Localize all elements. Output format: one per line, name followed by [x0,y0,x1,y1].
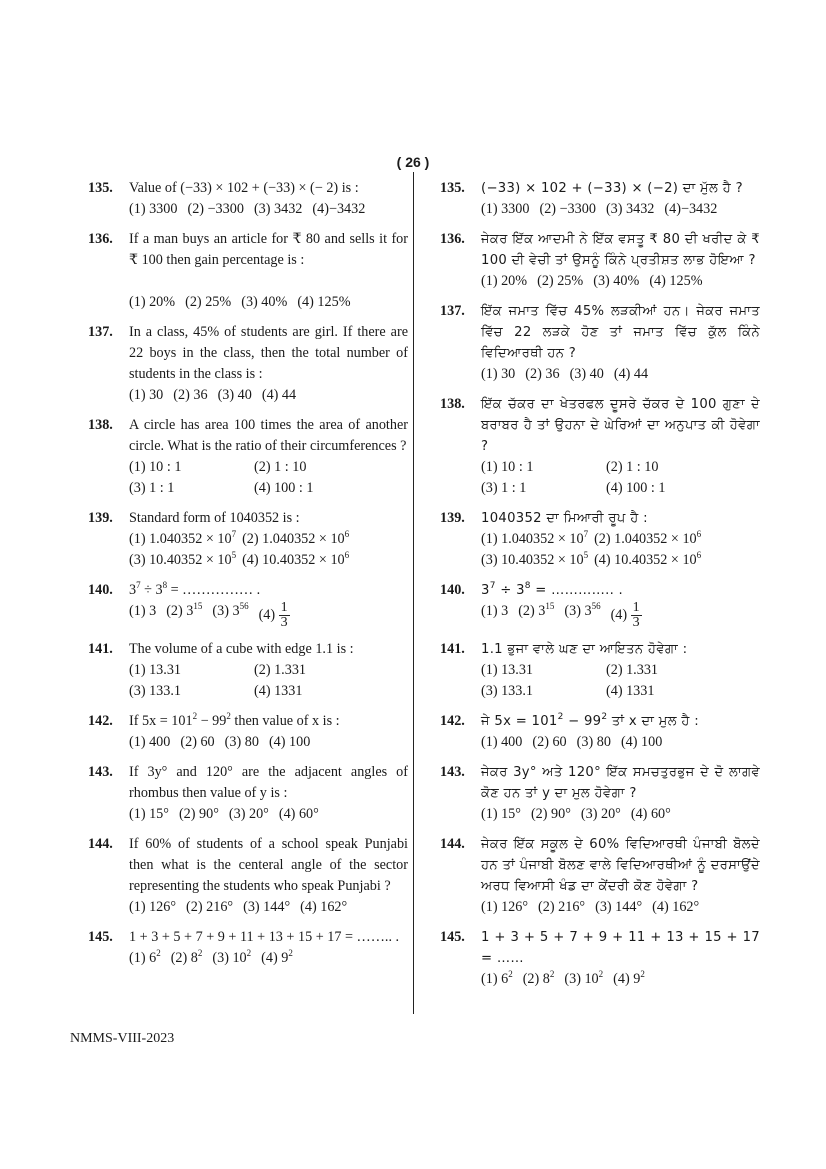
option-4[interactable]: (4) 60° [630,806,671,822]
question-stem: ਜੇਕਰ ਇੱਕ ਸਕੂਲ ਦੇ 60% ਵਿਦਿਆਰਥੀ ਪੰਜਾਬੀ ਬੋਲਦੇ ਹਨ ਤਾਂ ਪੰਜਾਬੀ ਬੋਲਣ ਵਾਲੇ ਵਿਦਿਆਰਥੀਆਂ ਨੂੰ ਦਰਸਾਉਂਦੇ ਅਰਧ ਵਿਆਸੀ ਖੰਡ ਦਾ ਕੇਂਦਰੀ ਕੋਣ ਹੋਵੇਗਾ ? [481,837,760,894]
punjabi-column [440,178,760,999]
option-3[interactable]: (3) 144° [243,899,291,915]
option-2[interactable]: (2) 25% [185,294,232,310]
option-1[interactable]: (1) $1.040352 \times 10^7$ [129,529,237,547]
option-4[interactable]: (4) $9^2$ [261,948,293,966]
option-4[interactable]: (4) 162° [652,899,700,915]
option-4[interactable]: (4) 100 [268,734,311,750]
question-number: 136. [440,231,465,247]
options-list [481,271,760,292]
question-145 [88,927,408,969]
option-1[interactable]: (1) 15° [481,806,521,822]
question-number: 135. [88,180,113,196]
option-4[interactable]: (4) 100 : 1 [254,480,314,496]
option-4[interactable]: (4) 44 [613,366,649,382]
column-divider [413,172,414,1014]
option-3[interactable]: (3) 3432 [253,201,303,217]
options-list [481,969,760,990]
question-140 [440,580,760,630]
question-138 [88,415,408,499]
option-4[interactable]: (4) $\frac{1}{3}$ [258,600,288,630]
question-number: 143. [440,764,465,780]
option-4[interactable]: (4) 125% [297,294,351,310]
question-number: 139. [440,510,465,526]
question-142 [440,711,760,753]
question-number: 139. [88,510,113,526]
option-1[interactable]: (1) 10 : 1 [481,459,534,475]
question-number: 135. [440,180,465,196]
question-number: 136. [88,231,113,247]
option-1[interactable]: (1) 3300 [129,201,178,217]
option-4[interactable]: (4) 162° [300,899,348,915]
option-3[interactable]: (3) $3^{56}$ [564,601,601,619]
fraction: $\frac{1}{3}$ [632,600,640,630]
option-3[interactable]: (3) $10^2$ [212,948,252,966]
options-list [129,660,408,702]
question-139 [88,508,408,571]
option-4[interactable]: (4) 44 [261,387,297,403]
options-list [129,385,408,406]
question-number: 141. [88,641,113,657]
question-137 [88,322,408,406]
options-list [481,601,760,630]
option-1[interactable]: (1) $6^2$ [129,948,161,966]
option-2[interactable]: (2) 1 : 10 [606,459,659,475]
question-143 [440,762,760,825]
question-144 [440,834,760,918]
option-1[interactable]: (1) 13.31 [481,662,534,678]
option-1[interactable]: (1) $1.040352 \times 10^7$ [481,529,589,547]
option-1[interactable]: (1) 400 [481,734,523,750]
question-number: 140. [88,582,113,598]
option-2[interactable]: (2) $8^2$ [170,948,203,966]
option-1[interactable]: (1) 3300 [481,201,530,217]
option-2[interactable]: (2) 60 [180,734,215,750]
options-list [481,529,760,571]
page-number: ( 26 ) [396,154,430,170]
option-1[interactable]: (1) 126° [129,899,177,915]
question-144 [88,834,408,918]
option-2[interactable]: (2) 1.331 [606,662,659,678]
option-2[interactable]: (2) 25% [537,273,584,289]
option-3[interactable]: (3) 20° [580,806,621,822]
question-stem: 1.1 ਭੁਜਾ ਵਾਲੇ ਘਣ ਦਾ ਆਇਤਨ ਹੋਵੇਗਾ : [481,642,688,657]
question-142 [88,711,408,753]
question-stem: 1 + 3 + 5 + 7 + 9 + 11 + 13 + 15 + 17 = …….. . [129,929,400,945]
option-4[interactable]: (4) 60° [278,806,319,822]
option-3[interactable]: (3) 80 [224,734,259,750]
question-stem: The volume of a cube with edge 1.1 is : [129,641,354,657]
option-1[interactable]: (1) 13.31 [129,662,182,678]
options-list [481,199,760,220]
option-2[interactable]: (2) 1 : 10 [254,459,307,475]
option-2[interactable]: (2) $3^{15}$ [518,601,555,619]
options-list [129,948,408,969]
question-stem: ਇੱਕ ਜਮਾਤ ਵਿੱਚ 45% ਲੜਕੀਆਂ ਹਨ। ਜੇਕਰ ਜਮਾਤ ਵਿੱਚ 22 ਲੜਕੇ ਹੋਣ ਤਾਂ ਜਮਾਤ ਵਿੱਚ ਕੁੱਲ ਕਿੰਨੇ ਵਿਦਿਆਰਥੀ ਹਨ ? [481,304,760,361]
question-stem: ਜੇਕਰ ਇੱਕ ਆਦਮੀ ਨੇ ਇੱਕ ਵਸਤੂ ₹ 80 ਦੀ ਖਰੀਦ ਕੇ ₹ 100 ਦੀ ਵੇਚੀ ਤਾਂ ਉਸਨੂੰ ਕਿੰਨੇ ਪ੍ਰਤੀਸ਼ਤ ਲਾਭ ਹੋਇਆ ? [481,232,760,268]
question-stem: ਜੇ $5x = 101^2 - 99^2$ ਤਾਂ x ਦਾ ਮੁਲ ਹੈ : [481,712,700,729]
question-number: 145. [440,929,465,945]
option-1[interactable]: (1) 3 [481,603,509,619]
option-3[interactable]: (3) 40% [593,273,640,289]
exam-code-footer: NMMS-VIII-2023 [70,1031,175,1046]
option-2[interactable]: (2) 90° [530,806,571,822]
option-2[interactable]: (2) 216° [186,899,234,915]
option-4[interactable]: (4) $10.40352 \times 10^6$ [594,550,702,568]
option-4[interactable]: (4)−3432 [312,201,366,217]
question-stem: If $5x = 101^2 - 99^2$ then value of x is : [129,711,340,729]
option-1[interactable]: (1) $6^2$ [481,969,513,987]
question-number: 138. [88,417,113,433]
option-1[interactable]: (1) 20% [481,273,528,289]
question-stem: Standard form of 1040352 is : [129,510,300,526]
question-stem: $3^7 \div 3^8$ = …………… . [129,580,261,598]
option-2[interactable]: (2) 60 [532,734,567,750]
option-3[interactable]: (3) $3^{56}$ [212,601,249,619]
options-list [481,897,760,918]
option-1[interactable]: (1) 126° [481,899,529,915]
question-stem: If 3y° and 120° are the adjacent angles of rhombus then value of y is : [129,764,408,801]
option-3[interactable]: (3) 144° [595,899,643,915]
question-141 [440,639,760,702]
question-stem: A circle has area 100 times the area of another circle. What is the ratio of their circumferences ? [129,417,408,454]
option-3[interactable]: (3) $10.40352 \times 10^5$ [129,550,237,568]
question-number: 142. [88,713,113,729]
question-number: 144. [440,836,465,852]
option-3[interactable]: (3) 1 : 1 [481,480,527,496]
question-135 [440,178,760,220]
options-list [481,732,760,753]
option-1[interactable]: (1) 10 : 1 [129,459,182,475]
option-2[interactable]: (2) 216° [538,899,586,915]
option-4[interactable]: (4)−3432 [664,201,718,217]
option-2[interactable]: (2) −3300 [187,201,244,217]
option-3[interactable]: (3) 133.1 [129,683,182,699]
options-list [129,529,408,571]
option-3[interactable]: (3) 20° [228,806,269,822]
option-2[interactable]: (2) $3^{15}$ [166,601,203,619]
question-stem: 1040352 ਦਾ ਮਿਆਰੀ ਰੂਪ ਹੈ : [481,511,648,526]
option-4[interactable]: (4) $9^2$ [613,969,645,987]
option-4[interactable]: (4) 1331 [606,683,655,699]
options-list [129,732,408,753]
question-136 [88,229,408,313]
option-4[interactable]: (4) $10.40352 \times 10^6$ [242,550,350,568]
option-3[interactable]: (3) 80 [576,734,611,750]
question-number: 145. [88,929,113,945]
fraction: $\frac{1}{3}$ [280,600,288,630]
option-3[interactable]: (3) 40% [241,294,288,310]
question-145 [440,927,760,990]
question-number: 137. [440,303,465,319]
option-3[interactable]: (3) 40 [217,387,252,403]
option-3[interactable]: (3) 40 [569,366,604,382]
option-4[interactable]: (4) 100 : 1 [606,480,666,496]
option-2[interactable]: (2) −3300 [539,201,596,217]
options-list [481,364,760,385]
question-stem: $3^7 \div 3^8$ = ………….. . [481,581,624,598]
option-2[interactable]: (2) $1.040352 \times 10^6$ [242,529,350,547]
option-3[interactable]: (3) 3432 [605,201,655,217]
options-list [129,804,408,825]
question-stem: ਇੱਕ ਚੱਕਰ ਦਾ ਖੇਤਰਫਲ ਦੂਸਰੇ ਚੱਕਰ ਦੇ 100 ਗੁਣਾ ਦੇ ਬਰਾਬਰ ਹੈ ਤਾਂ ਉਹਨਾ ਦੇ ਘੇਰਿਆਂ ਦਾ ਅਨੁਪਾਤ ਕੀ ਹੋਵੇਗਾ ? [481,397,760,454]
question-136 [440,229,760,292]
option-4[interactable]: (4) 100 [620,734,663,750]
english-column [88,178,408,978]
question-stem: If 60% of students of a school speak Punjabi then what is the centeral angle of the sector representing the students who speak Punjabi ? [129,836,408,894]
option-1[interactable]: (1) 400 [129,734,171,750]
option-2[interactable]: (2) $1.040352 \times 10^6$ [594,529,702,547]
question-number: 144. [88,836,113,852]
option-1[interactable]: (1) 3 [129,603,157,619]
question-stem: Value of (−33) × 102 + (−33) × (− 2) is : [129,180,359,196]
question-number: 143. [88,764,113,780]
question-stem: In a class, 45% of students are girl. If there are 22 boys in the class, then the total number of students in the class is : [129,324,408,382]
options-list [481,457,760,499]
option-1[interactable]: (1) 30 [129,387,164,403]
question-number: 141. [440,641,465,657]
option-4[interactable]: (4) 125% [649,273,703,289]
option-3[interactable]: (3) $10.40352 \times 10^5$ [481,550,589,568]
question-138 [440,394,760,499]
options-list [129,199,408,220]
question-stem: ਜੇਕਰ 3y° ਅਤੇ 120° ਇੱਕ ਸਮਚਤੁਰਭੁਜ ਦੇ ਦੋ ਲਾਗਵੇ ਕੋਣ ਹਨ ਤਾਂ y ਦਾ ਮੁਲ ਹੋਵੇਗਾ ? [481,765,760,801]
question-141 [88,639,408,702]
options-list [481,660,760,702]
question-139 [440,508,760,571]
question-stem: 1 + 3 + 5 + 7 + 9 + 11 + 13 + 15 + 17 = …… [481,930,760,966]
question-143 [88,762,408,825]
option-3[interactable]: (3) 133.1 [481,683,534,699]
option-2[interactable]: (2) 1.331 [254,662,307,678]
option-4[interactable]: (4) 1331 [254,683,303,699]
option-2[interactable]: (2) 36 [173,387,208,403]
options-list [129,292,408,313]
options-list [129,897,408,918]
option-3[interactable]: (3) 1 : 1 [129,480,175,496]
question-number: 138. [440,396,465,412]
option-1[interactable]: (1) 20% [129,294,176,310]
option-2[interactable]: (2) 36 [525,366,560,382]
question-135 [88,178,408,220]
option-2[interactable]: (2) 90° [178,806,219,822]
question-number: 142. [440,713,465,729]
options-list [481,804,760,825]
option-1[interactable]: (1) 30 [481,366,516,382]
question-140 [88,580,408,630]
question-137 [440,301,760,385]
option-4[interactable]: (4) $\frac{1}{3}$ [610,600,640,630]
options-list [129,601,408,630]
option-2[interactable]: (2) $8^2$ [522,969,555,987]
option-3[interactable]: (3) $10^2$ [564,969,604,987]
question-number: 137. [88,324,113,340]
options-list [129,457,408,499]
option-1[interactable]: (1) 15° [129,806,169,822]
question-number: 140. [440,582,465,598]
question-stem: (−33) × 102 + (−33) × (−2) ਦਾ ਮੁੱਲ ਹੈ ? [481,181,743,196]
question-stem: If a man buys an article for ₹ 80 and sells it for ₹ 100 then gain percentage is : [129,231,408,268]
